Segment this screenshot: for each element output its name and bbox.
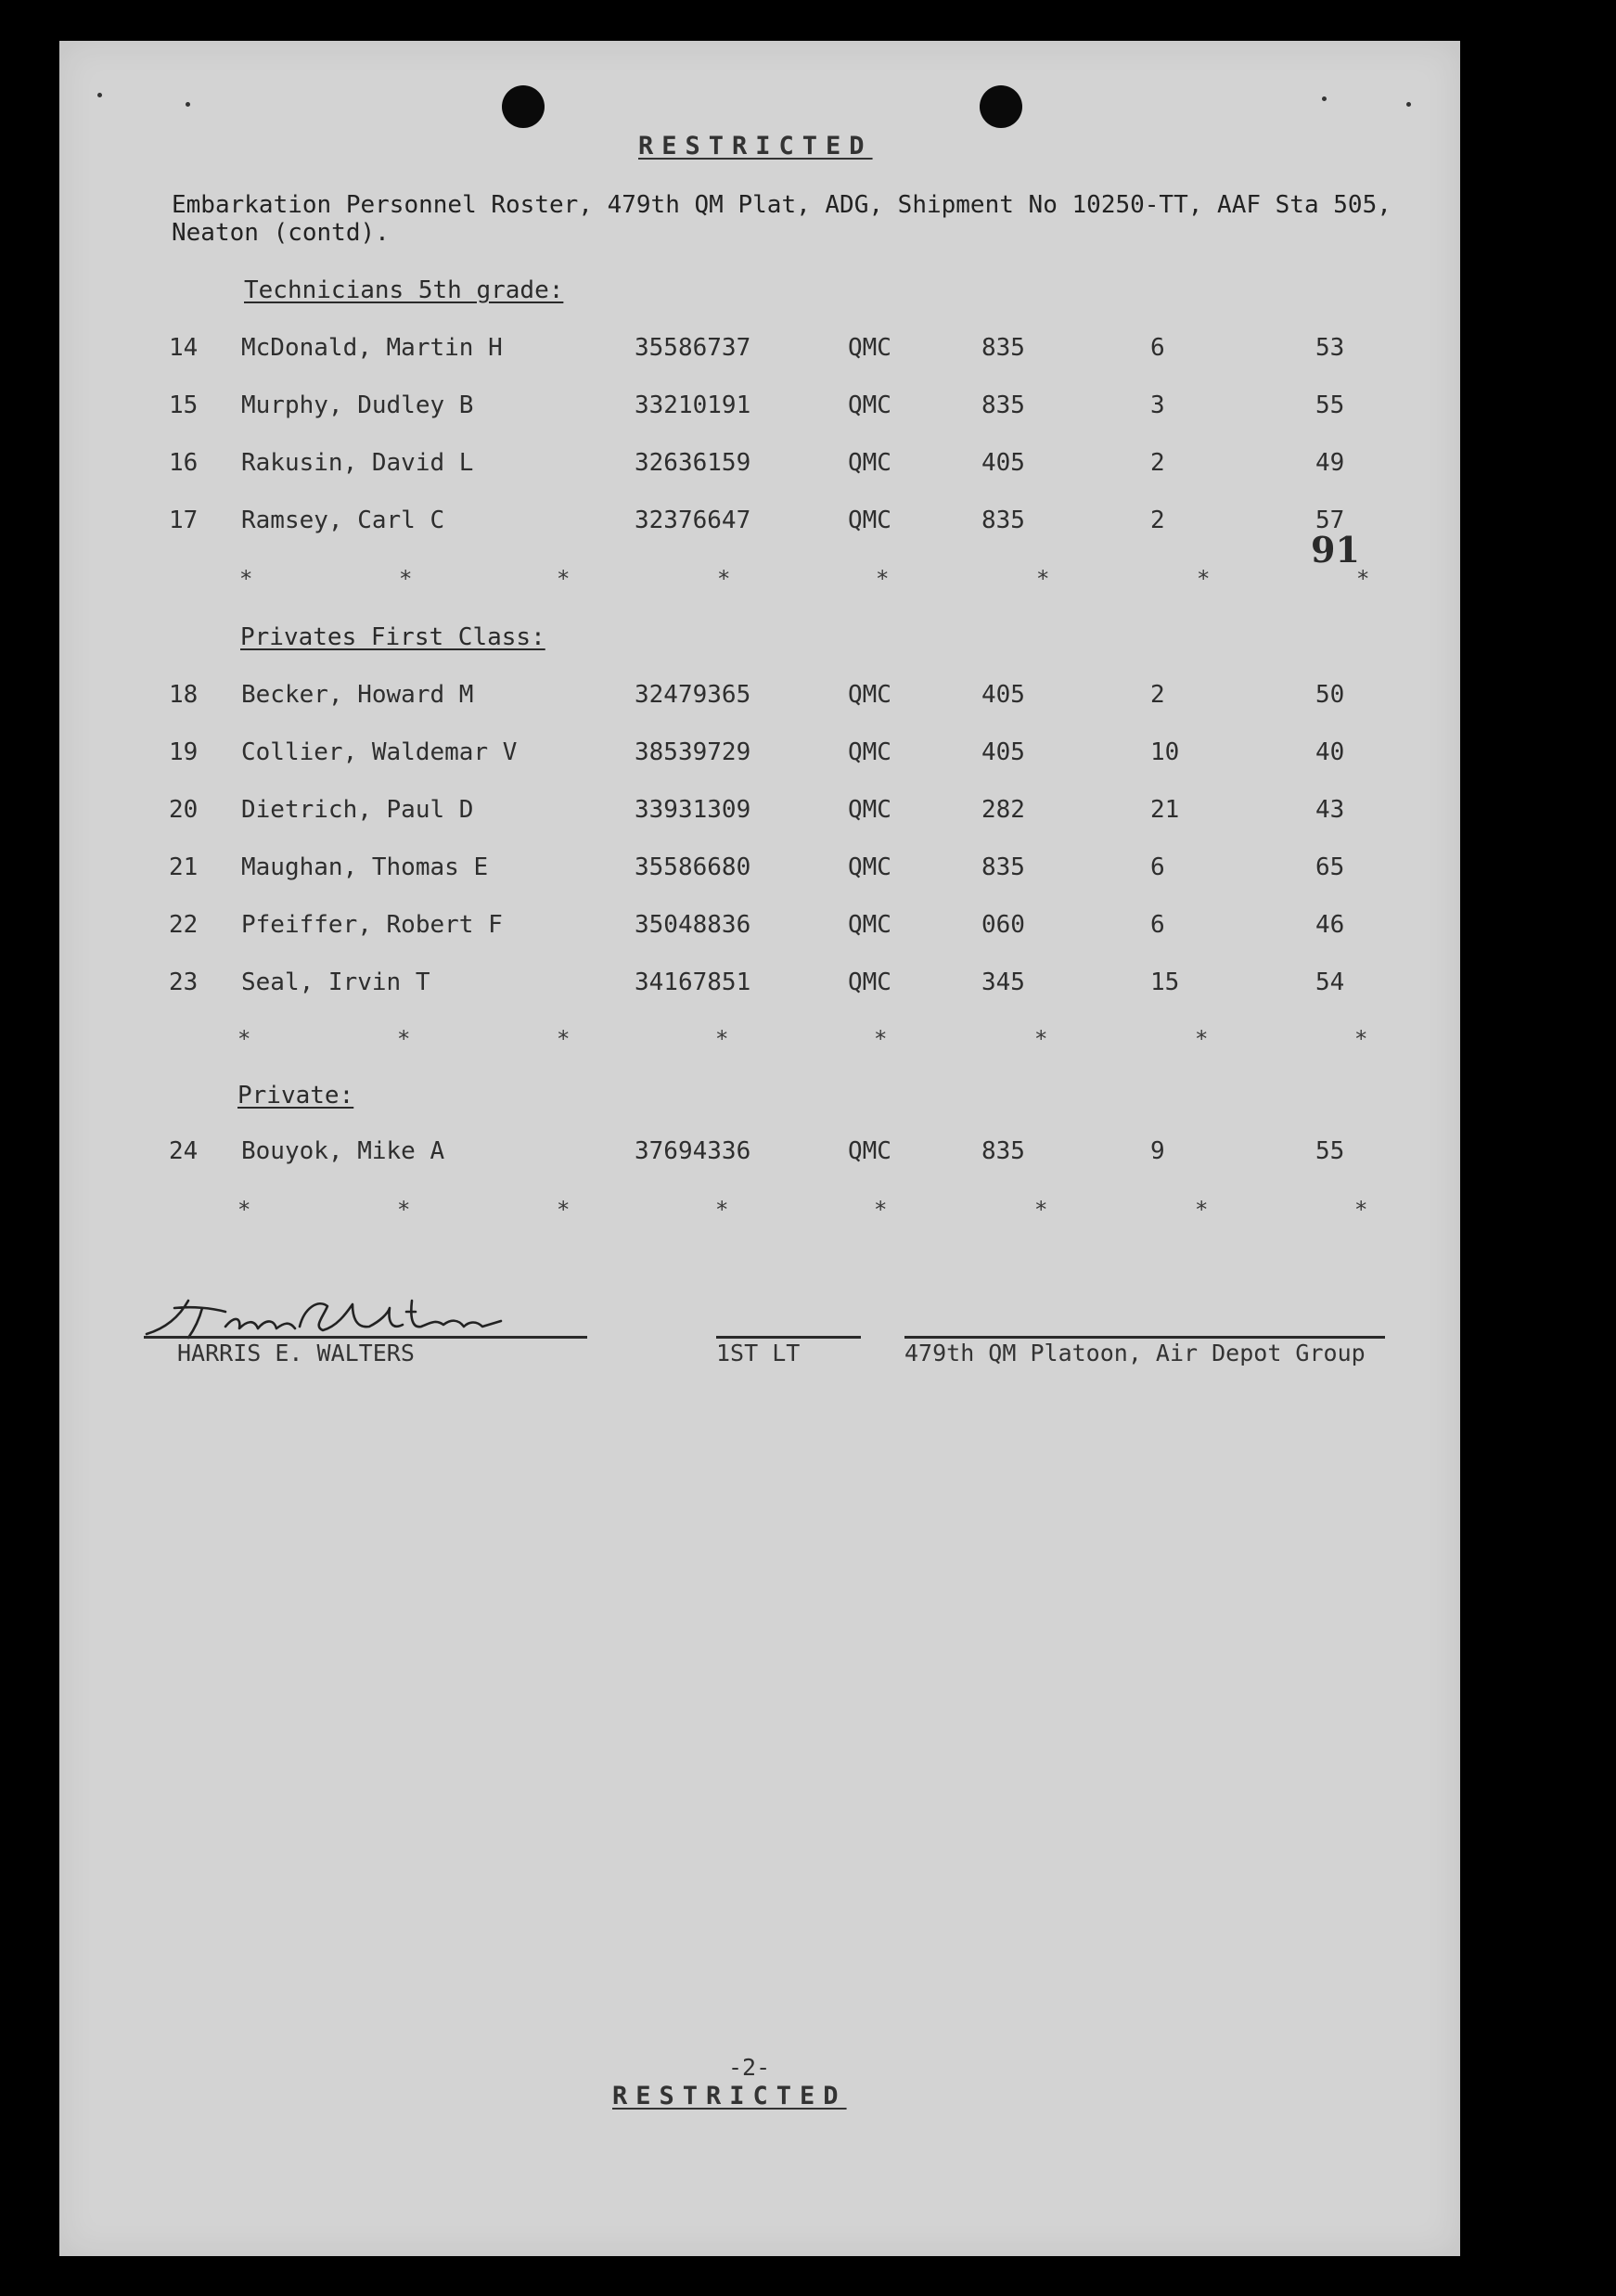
separator-star: *: [715, 1197, 729, 1223]
row-name: McDonald, Martin H: [241, 334, 503, 362]
table-row: [0, 968, 1616, 1006]
signer-name: HARRIS E. WALTERS: [177, 1340, 415, 1366]
separator-star: *: [1195, 1197, 1209, 1223]
separator-star: *: [715, 1026, 729, 1052]
row-mos: 282: [981, 796, 1025, 824]
row-serial: 38539729: [635, 738, 751, 766]
row-branch: QMC: [848, 738, 891, 766]
separator-star: *: [557, 1197, 571, 1223]
row-col-a: 6: [1150, 334, 1165, 362]
row-branch: QMC: [848, 968, 891, 996]
row-col-a: 2: [1150, 507, 1165, 534]
separator-stars: [0, 566, 1616, 594]
row-col-a: 2: [1150, 449, 1165, 477]
separator-star: *: [1195, 1026, 1209, 1052]
page-stamp-number: 91: [1311, 529, 1360, 571]
page-number: -2-: [728, 2054, 771, 2081]
row-number: 23: [169, 968, 199, 996]
row-branch: QMC: [848, 507, 891, 534]
row-col-a: 6: [1150, 853, 1165, 881]
row-mos: 345: [981, 968, 1025, 996]
row-serial: 32479365: [635, 681, 751, 709]
row-serial: 35586680: [635, 853, 751, 881]
row-number: 14: [169, 334, 199, 362]
separator-stars: [0, 1197, 1616, 1225]
row-col-a: 21: [1150, 796, 1180, 824]
row-branch: QMC: [848, 1137, 891, 1165]
row-serial: 37694336: [635, 1137, 751, 1165]
row-serial: 33931309: [635, 796, 751, 824]
row-col-b: 65: [1315, 853, 1345, 881]
classification-footer: RESTRICTED: [612, 2082, 847, 2110]
row-mos: 060: [981, 911, 1025, 939]
signature-line: [144, 1336, 587, 1339]
separator-star: *: [557, 1026, 571, 1052]
row-mos: 835: [981, 507, 1025, 534]
table-row: [0, 738, 1616, 776]
row-mos: 405: [981, 449, 1025, 477]
row-branch: QMC: [848, 681, 891, 709]
speck: [1406, 102, 1411, 107]
row-mos: 835: [981, 391, 1025, 419]
row-branch: QMC: [848, 449, 891, 477]
row-col-b: 54: [1315, 968, 1345, 996]
separator-star: *: [1034, 1197, 1048, 1223]
table-row: [0, 853, 1616, 891]
row-branch: QMC: [848, 391, 891, 419]
classification-header: RESTRICTED: [638, 132, 873, 160]
separator-star: *: [1354, 1197, 1368, 1223]
row-mos: 405: [981, 738, 1025, 766]
row-col-b: 55: [1315, 1137, 1345, 1165]
table-row: [0, 507, 1616, 544]
table-row: [0, 449, 1616, 486]
row-col-a: 9: [1150, 1137, 1165, 1165]
row-number: 24: [169, 1137, 199, 1165]
row-col-b: 53: [1315, 334, 1345, 362]
row-serial: 35586737: [635, 334, 751, 362]
row-col-a: 3: [1150, 391, 1165, 419]
row-branch: QMC: [848, 796, 891, 824]
row-number: 19: [169, 738, 199, 766]
separator-star: *: [1354, 1026, 1368, 1052]
row-name: Becker, Howard M: [241, 681, 474, 709]
punch-hole-left: [502, 85, 545, 128]
row-col-a: 6: [1150, 911, 1165, 939]
row-serial: 35048836: [635, 911, 751, 939]
row-col-b: 46: [1315, 911, 1345, 939]
row-col-b: 43: [1315, 796, 1345, 824]
separator-star: *: [399, 566, 413, 592]
row-serial: 33210191: [635, 391, 751, 419]
row-mos: 835: [981, 334, 1025, 362]
punch-hole-right: [980, 85, 1022, 128]
row-name: Murphy, Dudley B: [241, 391, 474, 419]
table-row: [0, 334, 1616, 371]
speck: [97, 93, 102, 97]
roster-title-line1: Embarkation Personnel Roster, 479th QM Plat, ADG, Shipment No 10250-TT, AAF Sta 505,: [172, 191, 1392, 219]
row-mos: 405: [981, 681, 1025, 709]
row-branch: QMC: [848, 911, 891, 939]
row-mos: 835: [981, 853, 1025, 881]
row-number: 20: [169, 796, 199, 824]
table-row: [0, 911, 1616, 948]
signer-unit: 479th QM Platoon, Air Depot Group: [904, 1340, 1366, 1366]
row-col-a: 15: [1150, 968, 1180, 996]
row-col-b: 57: [1315, 507, 1345, 534]
row-mos: 835: [981, 1137, 1025, 1165]
separator-star: *: [874, 1197, 888, 1223]
separator-star: *: [1197, 566, 1211, 592]
row-serial: 32636159: [635, 449, 751, 477]
row-name: Collier, Waldemar V: [241, 738, 518, 766]
speck: [186, 102, 190, 107]
table-row: [0, 796, 1616, 833]
row-col-b: 55: [1315, 391, 1345, 419]
row-name: Maughan, Thomas E: [241, 853, 489, 881]
section-title-private: Private:: [237, 1082, 354, 1110]
row-number: 16: [169, 449, 199, 477]
separator-stars: [0, 1026, 1616, 1054]
separator-star: *: [717, 566, 731, 592]
table-row: [0, 681, 1616, 718]
table-row: [0, 391, 1616, 429]
separator-star: *: [874, 1026, 888, 1052]
separator-star: *: [557, 566, 571, 592]
separator-star: *: [876, 566, 890, 592]
row-serial: 34167851: [635, 968, 751, 996]
separator-star: *: [1356, 566, 1370, 592]
separator-star: *: [239, 566, 253, 592]
row-col-b: 40: [1315, 738, 1345, 766]
row-branch: QMC: [848, 334, 891, 362]
speck: [1322, 96, 1327, 101]
separator-star: *: [1034, 1026, 1048, 1052]
row-name: Rakusin, David L: [241, 449, 474, 477]
row-col-a: 10: [1150, 738, 1180, 766]
signer-rank: 1ST LT: [716, 1340, 801, 1366]
row-name: Dietrich, Paul D: [241, 796, 474, 824]
row-name: Bouyok, Mike A: [241, 1137, 445, 1165]
row-name: Seal, Irvin T: [241, 968, 430, 996]
row-number: 15: [169, 391, 199, 419]
row-col-b: 50: [1315, 681, 1345, 709]
row-serial: 32376647: [635, 507, 751, 534]
row-number: 18: [169, 681, 199, 709]
separator-star: *: [397, 1197, 411, 1223]
separator-star: *: [237, 1026, 251, 1052]
roster-title-line2: Neaton (contd).: [172, 219, 390, 247]
row-col-b: 49: [1315, 449, 1345, 477]
row-branch: QMC: [848, 853, 891, 881]
row-col-a: 2: [1150, 681, 1165, 709]
section-title-privates-first-class: Privates First Class:: [240, 623, 545, 651]
table-row: [0, 1137, 1616, 1174]
row-name: Pfeiffer, Robert F: [241, 911, 503, 939]
row-number: 21: [169, 853, 199, 881]
separator-star: *: [1036, 566, 1050, 592]
row-number: 22: [169, 911, 199, 939]
rank-line: [716, 1336, 861, 1339]
section-title-technicians: Technicians 5th grade:: [244, 276, 564, 304]
unit-line: [904, 1336, 1385, 1339]
row-name: Ramsey, Carl C: [241, 507, 445, 534]
separator-star: *: [397, 1026, 411, 1052]
separator-star: *: [237, 1197, 251, 1223]
row-number: 17: [169, 507, 199, 534]
